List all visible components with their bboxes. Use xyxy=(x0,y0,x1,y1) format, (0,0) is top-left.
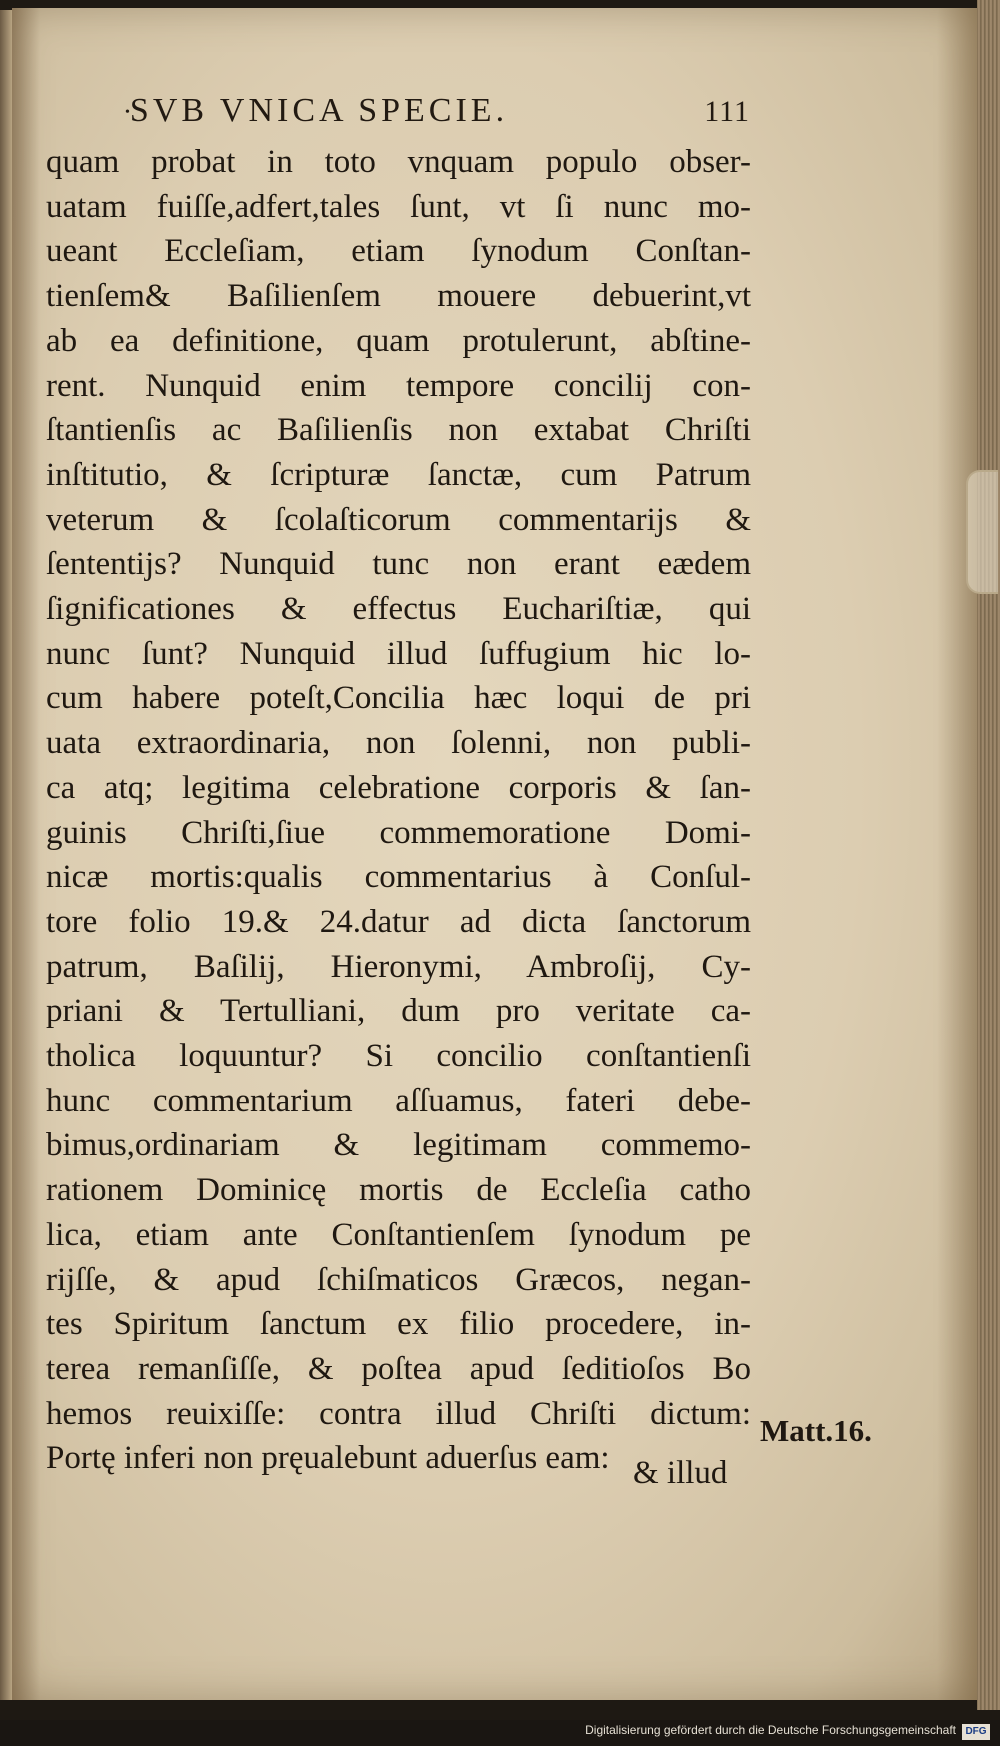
text-line: terea remanſiſſe, & poſtea apud ſeditioſos Bo xyxy=(46,1350,751,1387)
text-line: Portę inferi non pręualebunt aduerſus eam: xyxy=(46,1440,610,1477)
text-line: nicæ mortis:qualis commentarius à Conſul- xyxy=(46,859,751,896)
marginal-note: Matt.16. xyxy=(760,1413,872,1448)
text-line: ſignificationes & effectus Euchariſtiæ, qui xyxy=(46,591,751,628)
text-line: hunc commentarium aſſuamus, fateri debe- xyxy=(46,1082,751,1119)
text-line: veterum & ſcolaſticorum commentarijs & xyxy=(46,501,751,538)
text-line: patrum, Baſilij, Hieronymi, Ambroſij, Cy- xyxy=(46,948,751,985)
text-line: quam probat in toto vnquam populo obser- xyxy=(46,144,751,180)
text-line: uatam fuiſſe,adfert,tales ſunt, vt ſi nunc mo- xyxy=(46,188,751,225)
text-line: ſtantienſis ac Baſilienſis non extabat Chriſti xyxy=(46,412,751,449)
text-line: rijſſe, & apud ſchiſmaticos Græcos, negan- xyxy=(46,1261,751,1298)
text-line: cum habere poteſt,Concilia hæc loqui de pri xyxy=(46,680,751,717)
text-line: tienſem& Baſilienſem mouere debuerint,vt xyxy=(46,278,751,315)
text-line: ab ea definitione, quam protulerunt, abſtine- xyxy=(46,322,751,359)
dfg-logo: DFG xyxy=(962,1724,990,1740)
footer-bar xyxy=(0,1720,1000,1746)
text-line: uata extraordinaria, non ſolenni, non publi- xyxy=(46,725,751,762)
text-line: bimus,ordinariam & legitimam commemo- xyxy=(46,1127,751,1164)
page-tab xyxy=(966,470,998,594)
funding-credit: Digitalisierung gefördert durch die Deutsche Forschungsgemeinschaft xyxy=(585,1723,956,1737)
body-text xyxy=(46,140,751,1481)
text-line: priani & Tertulliani, dum pro veritate ca- xyxy=(46,993,751,1030)
catchword: & illud xyxy=(633,1455,728,1491)
book-fore-edge xyxy=(977,0,1000,1710)
text-line: rationem Dominicę mortis de Eccleſia catho xyxy=(46,1172,751,1209)
facing-page-edge xyxy=(0,10,12,1700)
text-line: rent. Nunquid enim tempore concilij con- xyxy=(46,367,751,404)
text-line: hemos reuixiſſe: contra illud Chriſti dictum: xyxy=(46,1395,751,1432)
running-title: • SVB VNICA SPECIE. xyxy=(125,92,508,130)
text-line: tore folio 19.& 24.datur ad dicta ſanctorum xyxy=(46,903,751,940)
folio-number: 111 xyxy=(704,95,750,128)
text-line: ca atq; legitima celebratione corporis & ſan- xyxy=(46,769,751,806)
page-gutter-shadow xyxy=(12,8,40,1700)
text-line: nunc ſunt? Nunquid illud ſuffugium hic lo- xyxy=(46,635,751,672)
text-line: ſententijs? Nunquid tunc non erant eædem xyxy=(46,546,751,583)
text-line: tes Spiritum ſanctum ex filio procedere, in- xyxy=(46,1306,751,1343)
page-edge-shadow xyxy=(937,8,977,1700)
text-line: inſtitutio, & ſcripturæ ſanctæ, cum Patrum xyxy=(46,456,751,493)
text-line: ueant Eccleſiam, etiam ſynodum Conſtan- xyxy=(46,233,751,270)
text-line: guinis Chriſti,ſiue commemoratione Domi- xyxy=(46,814,751,851)
running-header xyxy=(125,92,750,130)
text-line: lica, etiam ante Conſtantienſem ſynodum pe xyxy=(46,1216,751,1253)
text-line: tholica loquuntur? Si concilio conſtantienſi xyxy=(46,1038,751,1075)
